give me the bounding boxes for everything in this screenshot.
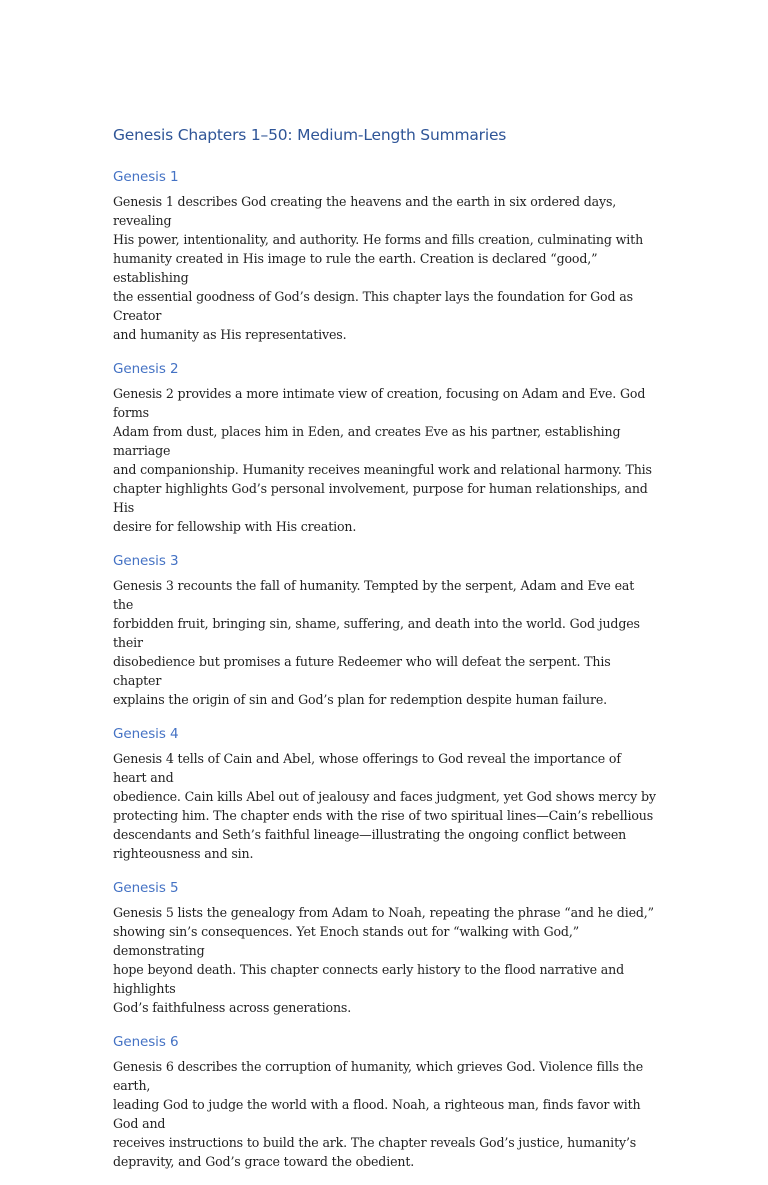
body-line: showing sin’s consequences. Yet Enoch stands out for “walking with God,” demonstrating: [113, 924, 579, 958]
section-heading: Genesis 1: [113, 169, 179, 185]
section-body: [113, 384, 658, 536]
section-heading: Genesis 6: [113, 1034, 179, 1050]
body-line: and humanity as His representatives.: [113, 327, 347, 342]
body-line: the essential goodness of God’s design. This chapter lays the foundation for God as Creator: [113, 289, 633, 323]
section-body: [113, 903, 658, 1017]
body-line: Genesis 6 describes the corruption of humanity, which grieves God. Violence fills the earth,: [113, 1059, 643, 1093]
body-line: God’s faithfulness across generations.: [113, 1000, 352, 1015]
body-line: righteousness and sin.: [113, 846, 254, 861]
body-line: protecting him. The chapter ends with the rise of two spiritual lines—Cain’s rebellious: [113, 808, 654, 823]
body-line: forbidden fruit, bringing sin, shame, suffering, and death into the world. God judges their: [113, 616, 640, 650]
body-line: Genesis 4 tells of Cain and Abel, whose offerings to God reveal the importance of heart and: [113, 751, 621, 785]
body-line: His power, intentionality, and authority. He forms and fills creation, culminating with: [113, 232, 644, 247]
body-line: receives instructions to build the ark. The chapter reveals God’s justice, humanity’s: [113, 1135, 637, 1150]
body-line: Genesis 5 lists the genealogy from Adam to Noah, repeating the phrase “and he died,”: [113, 905, 654, 920]
body-line: leading God to judge the world with a flood. Noah, a righteous man, finds favor with God and: [113, 1097, 641, 1131]
body-line: Adam from dust, places him in Eden, and creates Eve as his partner, establishing marriage: [113, 424, 621, 458]
body-line: Genesis 3 recounts the fall of humanity. Tempted by the serpent, Adam and Eve eat the: [113, 578, 635, 612]
body-line: Genesis 2 provides a more intimate view of creation, focusing on Adam and Eve. God forms: [113, 386, 646, 420]
section-body: [113, 749, 658, 863]
section-heading: Genesis 5: [113, 880, 179, 896]
section-genesis-2: [113, 358, 658, 536]
body-line: depravity, and God’s grace toward the obedient.: [113, 1154, 415, 1169]
section-heading: Genesis 2: [113, 361, 179, 377]
body-line: and companionship. Humanity receives meaningful work and relational harmony. This: [113, 462, 652, 477]
section-body: [113, 192, 658, 344]
document-page: [113, 122, 658, 1185]
section-genesis-6: [113, 1031, 658, 1171]
body-line: explains the origin of sin and God’s plan for redemption despite human failure.: [113, 692, 608, 707]
body-line: chapter highlights God’s personal involvement, purpose for human relationships, and His: [113, 481, 648, 515]
section-heading: Genesis 4: [113, 726, 179, 742]
section-genesis-1: [113, 166, 658, 344]
body-line: Genesis 1 describes God creating the heavens and the earth in six ordered days, revealing: [113, 194, 617, 228]
body-line: obedience. Cain kills Abel out of jealousy and faces judgment, yet God shows mercy by: [113, 789, 656, 804]
document-title: Genesis Chapters 1–50: Medium-Length Summaries: [113, 126, 507, 144]
section-genesis-4: [113, 723, 658, 863]
section-body: [113, 1057, 658, 1171]
section-body: [113, 576, 658, 709]
body-line: humanity created in His image to rule the earth. Creation is declared “good,” establishing: [113, 251, 598, 285]
body-line: hope beyond death. This chapter connects early history to the flood narrative and highlights: [113, 962, 625, 996]
section-genesis-5: [113, 877, 658, 1017]
body-line: desire for fellowship with His creation.: [113, 519, 357, 534]
body-line: descendants and Seth’s faithful lineage—illustrating the ongoing conflict between: [113, 827, 627, 842]
body-line: disobedience but promises a future Redeemer who will defeat the serpent. This chapter: [113, 654, 611, 688]
section-heading: Genesis 3: [113, 553, 179, 569]
section-genesis-3: [113, 550, 658, 709]
